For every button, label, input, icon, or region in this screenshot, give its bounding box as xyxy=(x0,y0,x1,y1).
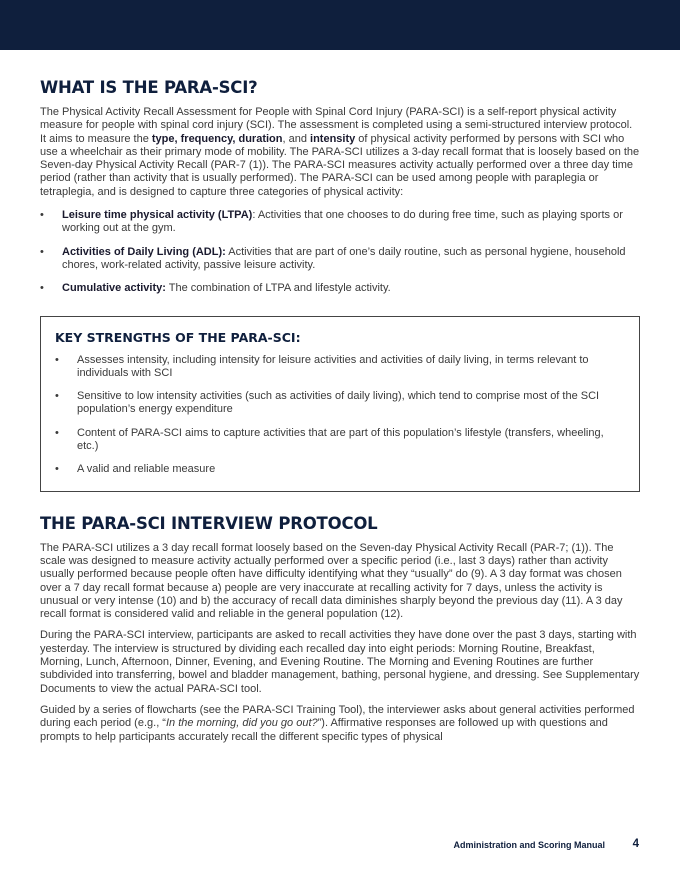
italic-text: In the morning, did you go out? xyxy=(165,717,318,730)
item-text: Content of PARA-SCI aims to capture activities that are part of this population’s lifestyle (transfers, wheeling, etc.) xyxy=(77,426,604,453)
list-item xyxy=(40,209,640,236)
definition: : Activities that one chooses to do during free time, such as playing sports or working out at the gym. xyxy=(62,209,623,235)
text: The Physical Activity Recall Assessment for People with Spinal Cord Injury (PARA-SCI) is a self-report physical activity measure for people with spinal cord injury (SCI). The assessment is completed using a semi-structured interview protocol. It aims to measure the xyxy=(40,106,633,145)
key-strengths-box xyxy=(40,316,640,492)
list-item xyxy=(55,463,625,476)
bullet: • xyxy=(40,209,44,222)
bold-text: type, frequency, duration xyxy=(151,132,283,145)
definition: The combination of LTPA and lifestyle activity. xyxy=(165,282,391,295)
text: of physical activity performed by persons with SCI who use a wheelchair as their primary mode of mobility. The PARA-SCI utilizes a 3-day recall format that is loosely based on the Seven-day Physical Activity Recall (PAR-7 (1)). The PARA-SCI measures activity actually performed over a three day time period (rather than activity that is usually performed). The PARA-SCI can be used among people with paraplegia or tetraplegia, and is designed to capture three categories of physical activity: xyxy=(40,132,640,198)
list-item xyxy=(55,427,625,454)
bullet: • xyxy=(55,353,59,366)
list-item xyxy=(40,282,640,295)
bullet: • xyxy=(40,245,44,258)
header-bar xyxy=(0,0,680,50)
intro-paragraph xyxy=(40,106,640,199)
definition: Activities that are part of one’s daily routine, such as personal hygiene, household chores, work-related activity, passive leisure activity. xyxy=(62,245,626,271)
protocol-paragraph-1: The PARA-SCI utilizes a 3 day recall format loosely based on the Seven-day Physical Activity Recall (PAR-7; (1)). The scale was designed to measure activity actually performed over a specific period (i.e., last 3 days) rather than activity usually performed because people often have difficulty identifying what they “usually” do (9). A 3 day format was chosen over a 7 day recall format because a) people are very inaccurate at recalling activity for 7 days, unless the activity is unusual or very intense (10) and b) the accuracy of recall data diminishes sharply beyond the previous day (11). A 3 day recall format is considered valid and reliable in the general population (12). xyxy=(40,541,623,621)
bullet: • xyxy=(55,463,59,476)
page-content xyxy=(40,78,640,752)
text: ”). Affirmative responses are followed up with questions and prompts to help participants accurately recall the different specific types of physical xyxy=(40,717,608,743)
text: Guided by a series of flowcharts (see the PARA-SCI Training Tool), the interviewer asks about general activities performed during each period (e.g., “ xyxy=(40,703,635,730)
footer-title: Administration and Scoring Manual xyxy=(453,840,605,850)
term: Cumulative activity: xyxy=(62,282,166,295)
term: Leisure time physical activity (LTPA) xyxy=(62,209,253,222)
item-text: Sensitive to low intensity activities (such as activities of daily living), which tend to comprise most of the SCI population’s energy expenditure xyxy=(77,390,600,416)
item-text: Assesses intensity, including intensity for leisure activities and activities of daily living, in terms relevant to individuals with SCI xyxy=(77,353,589,379)
activity-categories-list xyxy=(40,209,640,295)
item-text: A valid and reliable measure xyxy=(77,463,216,476)
bullet: • xyxy=(55,390,59,403)
protocol-paragraph-2: During the PARA-SCI interview, participants are asked to recall activities they have done over the past 3 days, starting with yesterday. The interview is structured by dividing each recalled day into eight periods: Morning Routine, Breakfast, Morning, Lunch, Afternoon, Dinner, Evening, and Evening Routine. The Morning and Evening Routines are further subdivided into transferring, bowel and bladder management, bathing, personal hygiene, and dressing. See Supplementary Documents to view the actual PARA-SCI tool. xyxy=(40,629,640,695)
page-number: 4 xyxy=(632,838,639,850)
bold-text: intensity xyxy=(310,132,356,145)
bullet: • xyxy=(55,426,59,439)
section-title-interview-protocol: THE PARA-SCI INTERVIEW PROTOCOL xyxy=(40,513,378,533)
term: Activities of Daily Living (ADL): xyxy=(62,245,226,258)
text: , and xyxy=(282,132,311,145)
bullet: • xyxy=(40,282,44,295)
section-title-what-is: WHAT IS THE PARA-SCI? xyxy=(40,78,258,97)
list-item xyxy=(55,390,625,417)
list-item xyxy=(55,354,625,381)
list-item xyxy=(40,246,640,273)
key-strengths-title: KEY STRENGTHS OF THE PARA-SCI: xyxy=(55,329,301,345)
protocol-paragraph-3 xyxy=(40,704,640,744)
